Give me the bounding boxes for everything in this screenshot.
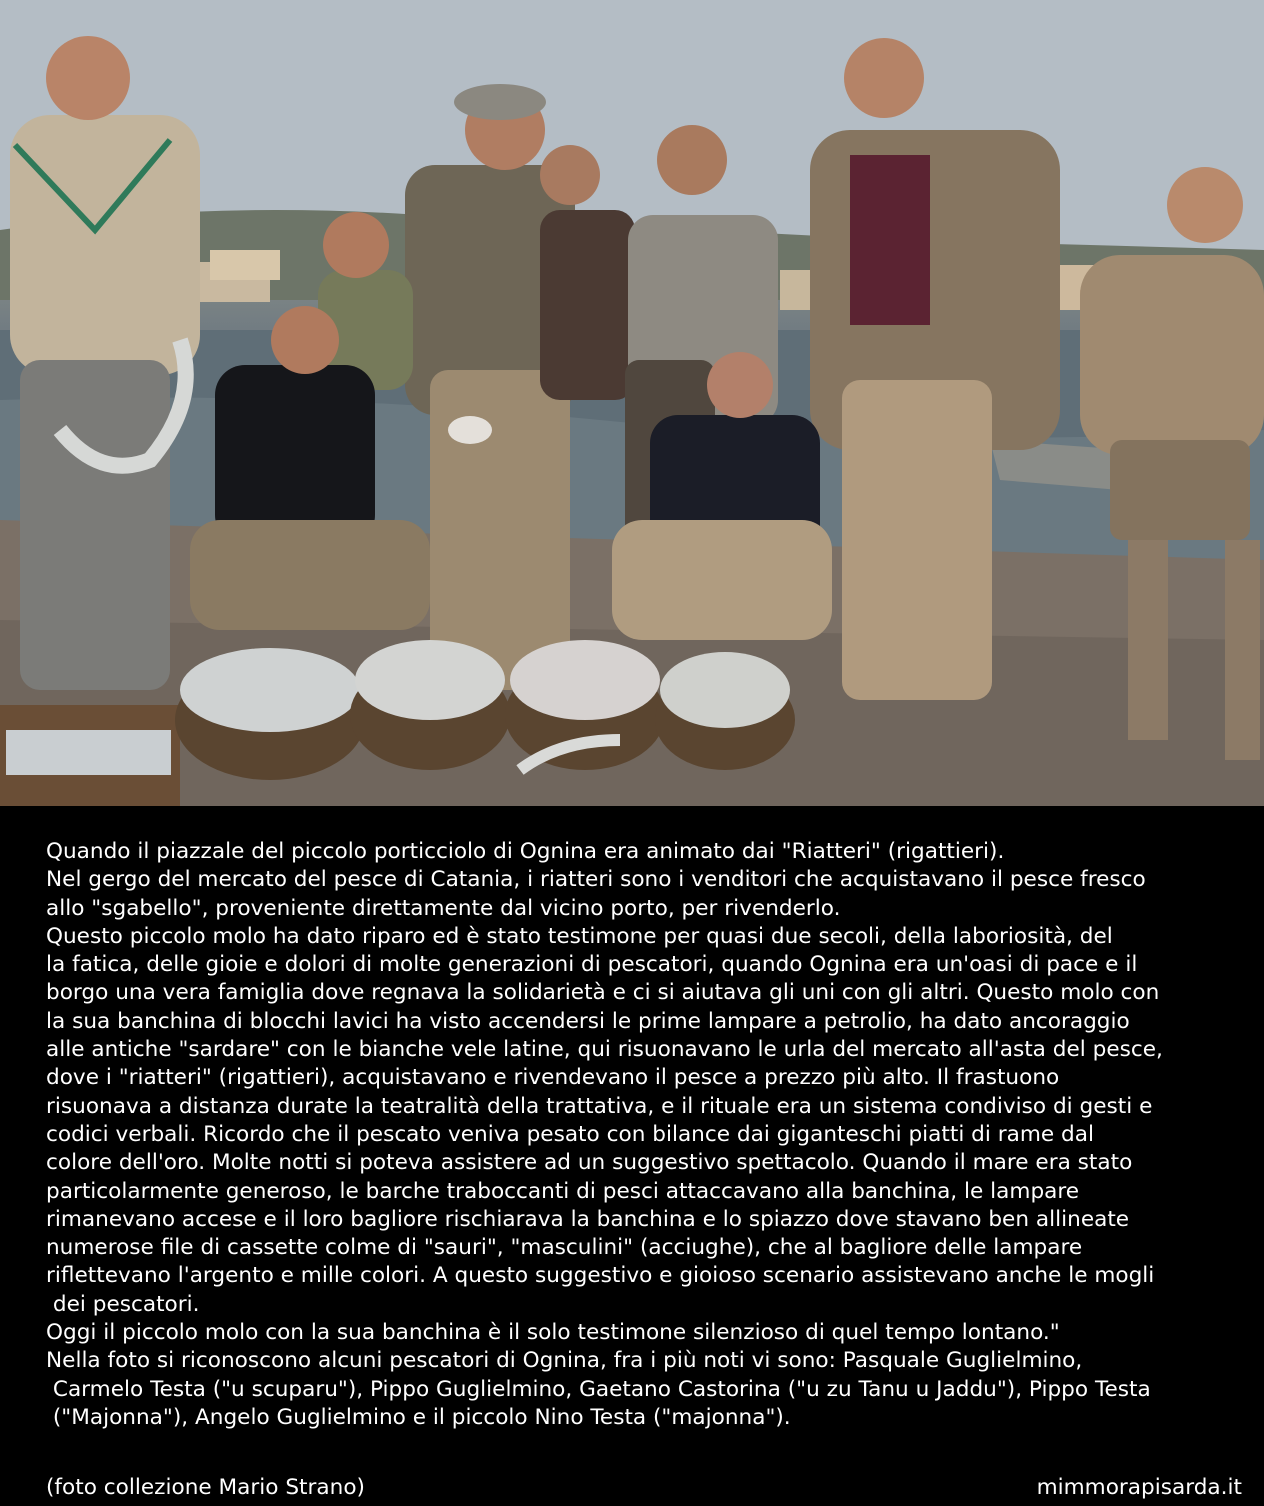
website-watermark: mimmorapisarda.it xyxy=(1036,1475,1242,1500)
caption-line: Carmelo Testa ("u scuparu"), Pippo Guglielmino, Gaetano Castorina ("u zu Tanu u Jaddu"), Pippo Testa xyxy=(46,1376,1151,1402)
caption-line: borgo una vera famiglia dove regnava la solidarietà e ci si aiutava gli uni con gli altri. Questo molo con xyxy=(46,980,1160,1006)
caption-line: ("Majonna"), Angelo Guglielmino e il piccolo Nino Testa ("majonna"). xyxy=(46,1404,791,1430)
caption-line: Quando il piazzale del piccolo porticciolo di Ognina era animato dai "Riatteri" (rigattieri). xyxy=(46,839,1005,864)
photo-credit: (foto collezione Mario Strano) xyxy=(46,1475,365,1500)
caption-line: Oggi il piccolo molo con la sua banchina è il solo testimone silenzioso di quel tempo lontano." xyxy=(46,1320,1060,1346)
caption-line: particolarmente generoso, le barche traboccanti di pesci attaccavano alla banchina, le lampare xyxy=(46,1178,1080,1204)
caption-line: dei pescatori. xyxy=(46,1291,200,1317)
caption-line: riflettevano l'argento e mille colori. A questo suggestivo e gioioso scenario assistevano anche le mogli xyxy=(46,1263,1155,1289)
caption-line: colore dell'oro. Molte notti si poteva assistere ad un suggestivo spettacolo. Quando il mare era stato xyxy=(46,1150,1133,1176)
caption-line: Questo piccolo molo ha dato riparo ed è stato testimone per quasi due secoli, della laboriosità, del xyxy=(46,923,1113,949)
caption-line: dove i "riatteri" (rigattieri), acquistavano e rivendevano il pesce a prezzo più alto. Il frastuono xyxy=(46,1065,1060,1091)
caption-line: la fatica, delle gioie e dolori di molte generazioni di pescatori, quando Ognina era un'oasi di pace e il xyxy=(46,952,1138,978)
caption-line: risuonava a distanza durate la teatralità della trattativa, e il rituale era un sistema condiviso di gesti e xyxy=(46,1093,1153,1119)
caption-line: alle antiche "sardare" con le bianche vele latine, qui risuonavano le urla del mercato all'asta del pesce, xyxy=(46,1037,1163,1063)
caption-line: numerose file di cassette colme di "sauri", "masculini" (acciughe), che al bagliore delle lampare xyxy=(46,1235,1083,1261)
caption-line: allo "sgabello", proveniente direttamente dal vicino porto, per rivenderlo. xyxy=(46,895,841,921)
caption-line: la sua banchina di blocchi lavici ha visto accendersi le prime lampare a petrolio, ha dato ancoraggio xyxy=(46,1008,1130,1034)
caption-line: Nella foto si riconoscono alcuni pescatori di Ognina, fra i più noti vi sono: Pasquale Guglielmino, xyxy=(46,1348,1083,1374)
caption-line: rimanevano accese e il loro bagliore rischiarava la banchina e lo spiazzo dove stavano ben allineate xyxy=(46,1206,1130,1232)
caption-line: codici verbali. Ricordo che il pescato veniva pesato con bilance dai giganteschi piatti di rame dal xyxy=(46,1121,1094,1147)
caption-line: Nel gergo del mercato del pesce di Catania, i riatteri sono i venditori che acquistavano il pesce fresco xyxy=(46,867,1146,893)
photo-caption xyxy=(46,838,1258,1432)
